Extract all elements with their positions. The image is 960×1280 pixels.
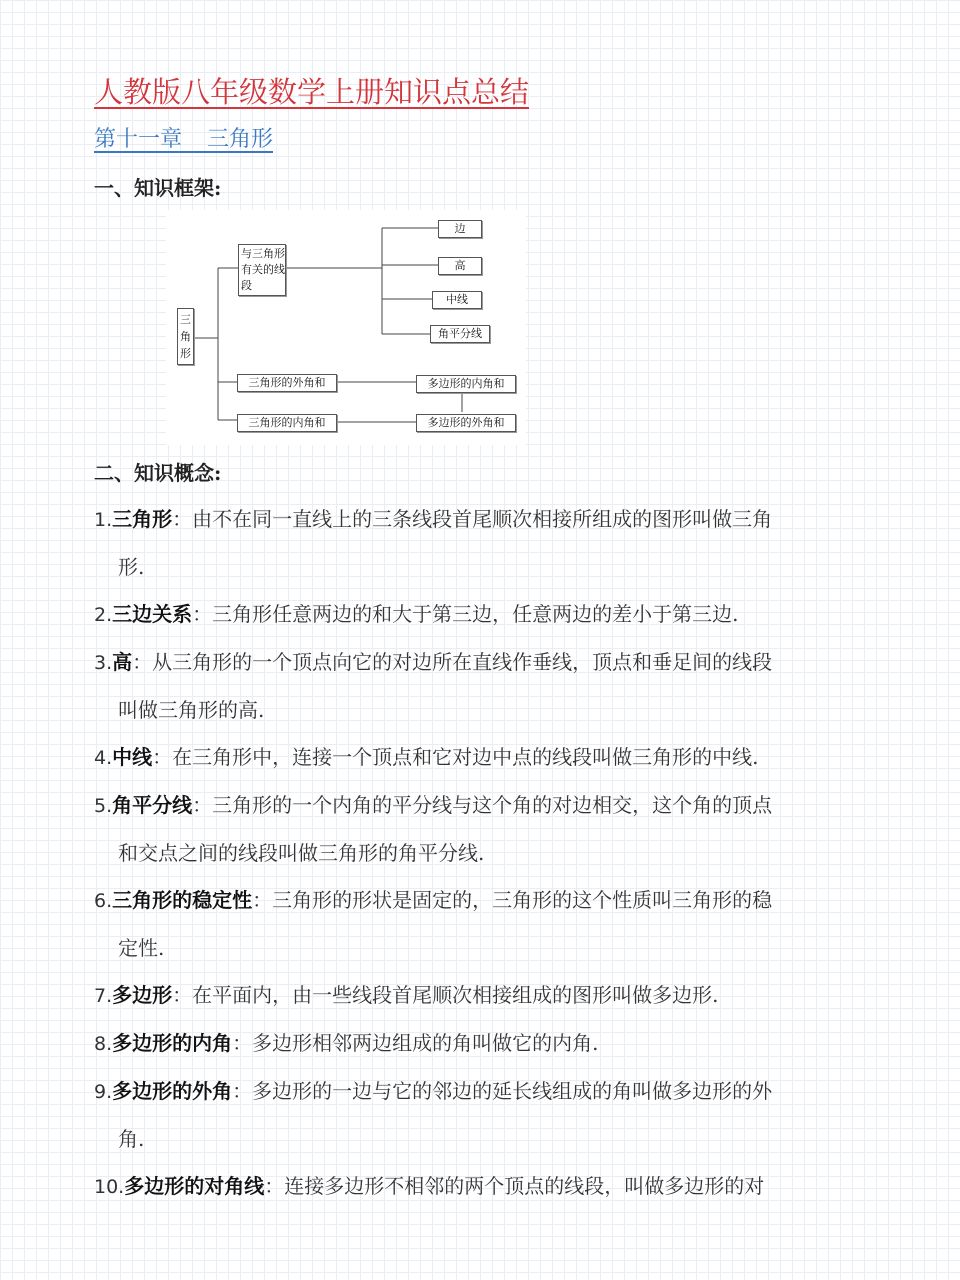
diagram-node-poly-ext: 多边形的外角和 — [416, 414, 516, 432]
concept-text: 三角形任意两边的和大于第三边，任意两边的差小于第三边. — [212, 602, 739, 626]
concept-number: 7. — [94, 985, 113, 1007]
concept-text: 从三角形的一个顶点向它的对边所在直线作垂线，顶点和垂足间的线段 — [152, 650, 773, 674]
concept-continuation: 定性. — [118, 936, 165, 960]
concept-colon: ： — [264, 1174, 285, 1198]
concept-number: 4. — [94, 747, 113, 769]
diagram-node-poly-int: 多边形的内角和 — [416, 375, 516, 393]
concept-number: 9. — [94, 1081, 113, 1103]
concept-term: 多边形的内角 — [112, 1031, 233, 1055]
concept-colon: ： — [152, 745, 173, 769]
chapter-heading: 第十一章 三角形 — [94, 127, 273, 152]
diagram-node-edge: 边 — [438, 220, 482, 238]
concept-text: 由不在同一直线上的三条线段首尾顺次相接所组成的图形叫做三角 — [192, 507, 773, 531]
concept-continuation: 形. — [118, 555, 145, 579]
concept-text: 在三角形中，连接一个顶点和它对边中点的线段叫做三角形的中线. — [172, 745, 759, 769]
concept-text: 多边形相邻两边组成的角叫做它的内角. — [252, 1031, 599, 1055]
concept-number: 2. — [94, 604, 113, 626]
concept-colon: ： — [132, 650, 153, 674]
concept-term: 三角形的稳定性 — [112, 888, 253, 912]
concept-item — [94, 1068, 884, 1163]
concept-term: 多边形的外角 — [112, 1079, 233, 1103]
concept-text: 连接多边形不相邻的两个顶点的线段，叫做多边形的对 — [284, 1174, 765, 1198]
concept-continuation: 和交点之间的线段叫做三角形的角平分线. — [118, 841, 485, 865]
section-framework-heading: 一、知识框架: — [94, 176, 222, 200]
concept-colon: ： — [192, 602, 213, 626]
concept-colon: ： — [192, 793, 213, 817]
diagram-node-median: 中线 — [432, 291, 482, 309]
diagram-node-height: 高 — [438, 257, 482, 275]
concept-text: 多边形的一边与它的邻边的延长线组成的角叫做多边形的外 — [252, 1079, 773, 1103]
diagram-node-triangle: 三角形 — [177, 308, 194, 365]
concept-item — [94, 1020, 884, 1068]
concept-term: 多边形的对角线 — [124, 1174, 265, 1198]
concept-number: 5. — [94, 795, 113, 817]
concept-item — [94, 972, 884, 1020]
concept-colon: ： — [232, 1031, 253, 1055]
concept-continuation: 角. — [118, 1127, 145, 1151]
concept-term: 中线 — [112, 745, 153, 769]
concept-list — [94, 496, 884, 1211]
concept-term: 多边形 — [112, 983, 173, 1007]
concept-term: 高 — [112, 650, 133, 674]
concept-colon: ： — [232, 1079, 253, 1103]
concept-text: 在平面内，由一些线段首尾顺次相接组成的图形叫做多边形. — [192, 983, 719, 1007]
diagram-node-segments: 与三角形有关的线段 — [238, 244, 286, 296]
concept-item — [94, 734, 884, 782]
diagram-node-ext-sum: 三角形的外角和 — [237, 374, 337, 392]
concept-text: 三角形的一个内角的平分线与这个角的对边相交，这个角的顶点 — [212, 793, 773, 817]
concept-term: 角平分线 — [112, 793, 193, 817]
concept-item — [94, 1163, 884, 1211]
concept-term: 三角形 — [112, 507, 173, 531]
concept-item — [94, 591, 884, 639]
concept-continuation: 叫做三角形的高. — [118, 698, 265, 722]
concept-number: 8. — [94, 1033, 113, 1055]
concept-text: 三角形的形状是固定的，三角形的这个性质叫三角形的稳 — [272, 888, 773, 912]
document-title: 人教版八年级数学上册知识点总结 — [94, 75, 530, 109]
concept-colon: ： — [252, 888, 273, 912]
diagram-node-bisector: 角平分线 — [430, 325, 490, 343]
concept-number: 3. — [94, 652, 113, 674]
concept-colon: ： — [172, 983, 193, 1007]
concept-item — [94, 877, 884, 972]
concept-number: 1. — [94, 509, 113, 531]
concept-item — [94, 496, 884, 591]
concept-item — [94, 639, 884, 734]
knowledge-framework-diagram — [166, 210, 526, 445]
concept-number: 6. — [94, 890, 113, 912]
concept-term: 三边关系 — [112, 602, 193, 626]
section-concepts-heading: 二、知识概念: — [94, 461, 222, 485]
concept-number: 10. — [94, 1176, 125, 1198]
concept-item — [94, 782, 884, 877]
diagram-node-int-sum: 三角形的内角和 — [237, 414, 337, 432]
concept-colon: ： — [172, 507, 193, 531]
